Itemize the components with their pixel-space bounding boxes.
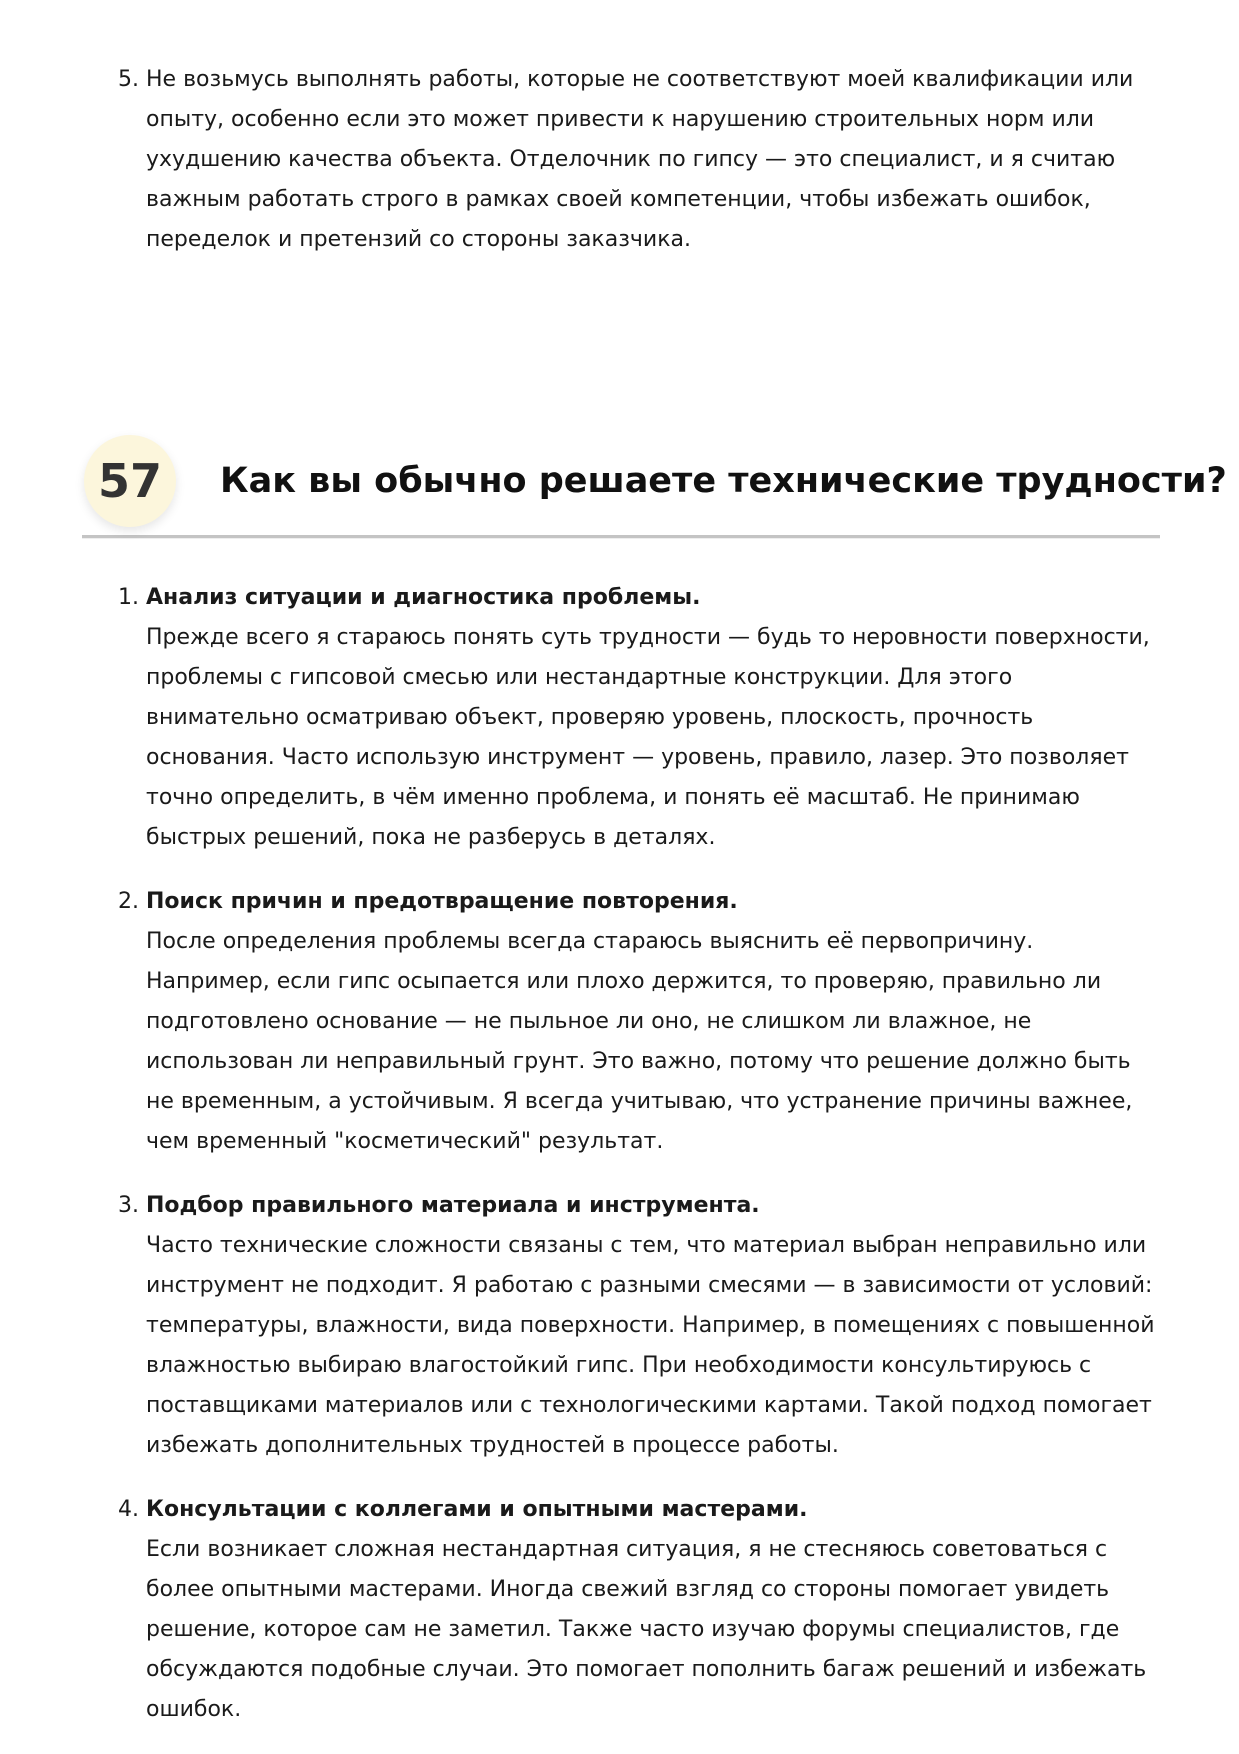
- list-item: [0, 1490, 1239, 1730]
- list-item-text: Если возникает сложная нестандартная ситуация, я не стесняюсь советоваться с более опытными мастерами. Иногда свежий взгляд со стороны помогает увидеть решение, которое сам не заметил. Также часто изучаю форумы специалистов, где обсуждаются подобные случаи. Это помогает пополнить багаж решений и избежать ошибок.: [146, 1537, 1147, 1722]
- question-header: [82, 435, 1227, 538]
- list-item-text: Прежде всего я стараюсь понять суть трудности — будь то неровности поверхности, проблемы с гипсовой смесью или нестандартные конструкции. Для этого внимательно осматриваю объект, проверяю уровень, плоскость, прочность основания. Часто использую инструмент — уровень, правило, лазер. Это позволяет точно определить, в чём именно проблема, и понять её масштаб. Не принимаю быстрых решений, пока не разберусь в деталях.: [146, 625, 1150, 850]
- question-number-badge: 57: [84, 435, 176, 527]
- list-item: [0, 578, 1239, 858]
- list-item: [0, 882, 1239, 1162]
- list-item: [0, 1186, 1239, 1466]
- list-item-title: Поиск причин и предотвращение повторения.: [146, 889, 738, 914]
- question-title: Как вы обычно решаете технические трудности?: [220, 461, 1227, 501]
- list-item-number: 1.: [118, 585, 139, 610]
- list-item-title: Подбор правильного материала и инструмента.: [146, 1193, 760, 1218]
- list-item-text: Не возьмусь выполнять работы, которые не соответствуют моей квалификации или опыту, особенно если это может привести к нарушению строительных норм или ухудшению качества объекта. Отделочник по гипсу — это специалист, и я считаю важным работать строго в рамках своей компетенции, чтобы избежать ошибок, переделок и претензий со стороны заказчика.: [146, 67, 1134, 252]
- list-item: [0, 60, 1239, 260]
- list-item-text: Часто технические сложности связаны с тем, что материал выбран неправильно или инструмент не подходит. Я работаю с разными смесями — в зависимости от условий: температуры, влажности, вида поверхности. Например, в помещениях с повышенной влажностью выбираю влагостойкий гипс. При необходимости консультируюсь с поставщиками материалов или с технологическими картами. Такой подход помогает избежать дополнительных трудностей в процессе работы.: [146, 1233, 1155, 1458]
- list-item-number: 4.: [118, 1497, 139, 1522]
- list-item-number: 2.: [118, 889, 139, 914]
- list-item-number: 5.: [118, 67, 139, 92]
- previous-answer-list: [0, 60, 1239, 260]
- list-item-title: Анализ ситуации и диагностика проблемы.: [146, 585, 701, 610]
- list-item-text: После определения проблемы всегда стараюсь выяснить её первопричину. Например, если гипс осыпается или плохо держится, то проверяю, правильно ли подготовлено основание — не пыльное ли оно, не слишком ли влажное, не использован ли неправильный грунт. Это важно, потому что решение должно быть не временным, а устойчивым. Я всегда учитываю, что устранение причины важнее, чем временный "косметический" результат.: [146, 929, 1133, 1154]
- list-item-title: Консультации с коллегами и опытными мастерами.: [146, 1497, 808, 1522]
- list-item-number: 3.: [118, 1193, 139, 1218]
- answer-list: [0, 578, 1239, 1754]
